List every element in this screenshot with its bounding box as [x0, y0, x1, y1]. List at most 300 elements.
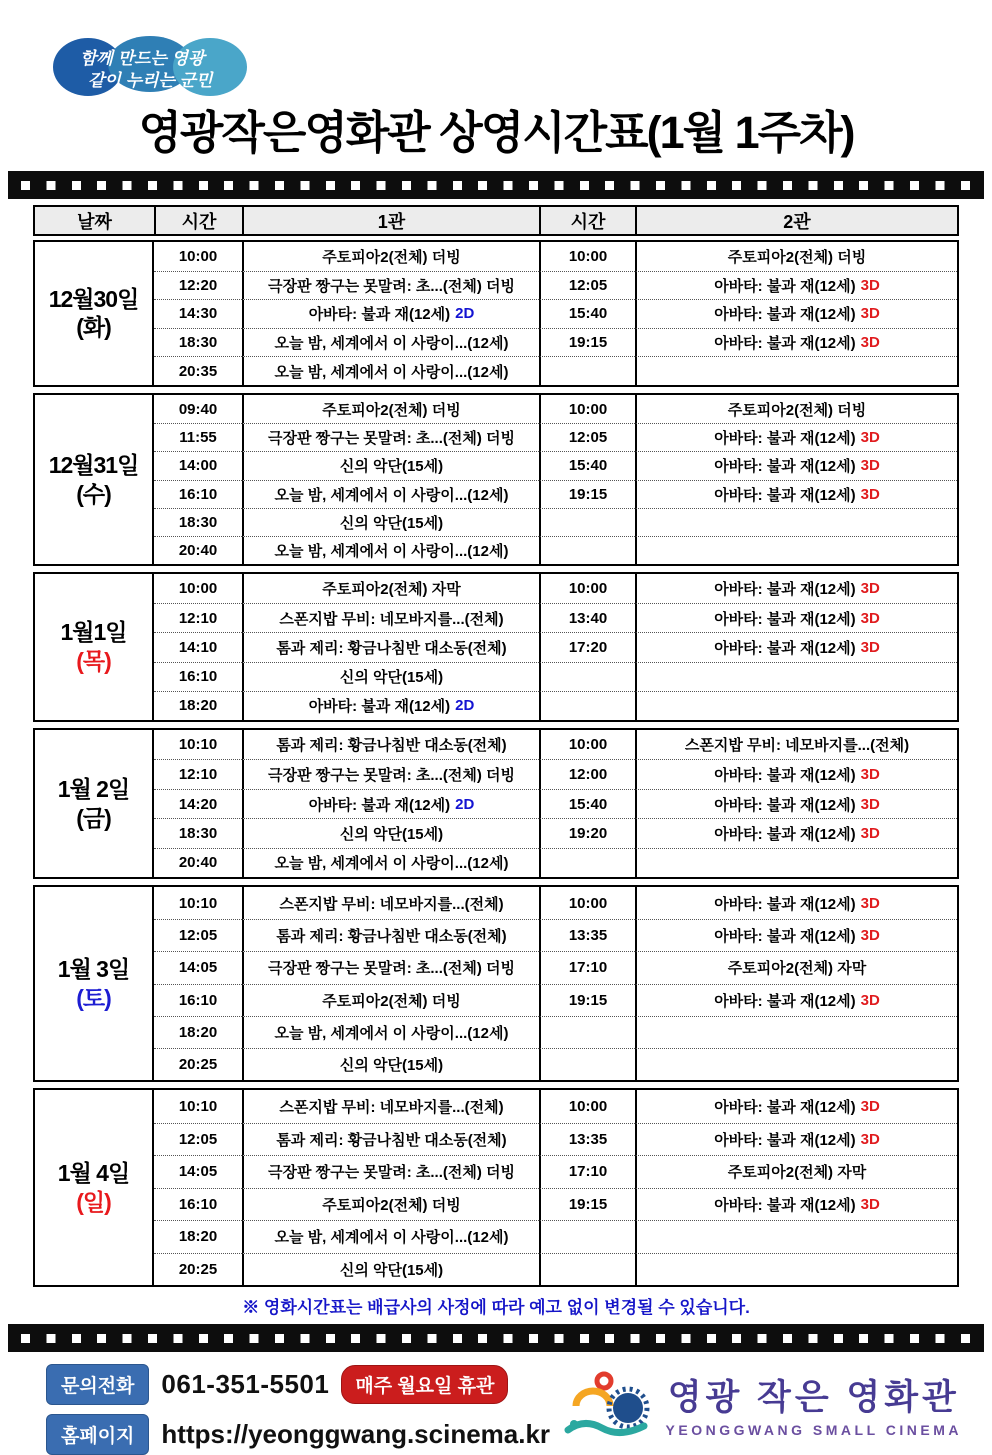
show-row: [154, 1188, 957, 1221]
weekday-text: (금): [76, 804, 111, 831]
date-text: 1월 4일: [57, 1159, 130, 1186]
slogan-line2: 같이 누리는 군민: [88, 71, 213, 90]
show-time: [539, 356, 635, 385]
show-title-cell: [635, 242, 957, 271]
show-title-cell: [242, 848, 539, 877]
date-text: 1월 2일: [57, 775, 130, 802]
homepage-row: [46, 1414, 550, 1455]
show-title: 톰과 제리: 황금나침반 대소동(전체): [276, 1131, 507, 1149]
show-row: [154, 242, 957, 271]
weekday-text: (일): [76, 1188, 111, 1215]
show-row: [154, 356, 957, 385]
show-time: 10:00: [539, 242, 635, 271]
show-title: 극장판 짱구는 못말려: 초...(전체) 더빙: [267, 767, 516, 785]
schedule-change-note: ※ 영화시간표는 배급사의 사정에 따라 예고 없이 변경될 수 있습니다.: [242, 1298, 750, 1318]
show-rows: [154, 574, 957, 720]
show-row: [154, 759, 957, 788]
show-title: 주토피아2(전체) 자막: [727, 1164, 867, 1182]
show-title-cell: [242, 395, 539, 423]
show-title-cell: [635, 299, 957, 328]
cinema-name-kr: 영광 작은 영화관: [667, 1378, 960, 1418]
show-title-cell: [635, 356, 957, 385]
show-time: 19:15: [539, 984, 635, 1016]
show-row: [154, 423, 957, 451]
show-time: 14:05: [154, 1155, 242, 1188]
show-title-cell: [635, 730, 957, 759]
table-header-row: [33, 205, 959, 236]
show-title: 아바타: 불과 재(12세): [714, 430, 856, 448]
show-title-cell: [635, 328, 957, 357]
show-rows: [154, 242, 957, 385]
show-title-cell: [242, 818, 539, 847]
show-row: [154, 818, 957, 847]
show-time: [539, 662, 635, 691]
show-row: [154, 662, 957, 691]
page-title: 영광작은영화관 상영시간표(1월 1주차): [138, 107, 854, 158]
show-time: 15:40: [539, 451, 635, 479]
show-row: [154, 789, 957, 818]
show-title: 오늘 밤, 세계에서 이 사랑이...(12세): [274, 543, 509, 560]
show-title: 오늘 밤, 세계에서 이 사랑이...(12세): [274, 363, 509, 381]
cinema-logo-icon: [564, 1368, 656, 1440]
show-rows: [154, 395, 957, 564]
show-title-cell: [635, 1220, 957, 1253]
weekday-text: (수): [76, 480, 111, 507]
show-title: 주토피아2(전체) 더빙: [322, 992, 461, 1010]
show-time: [539, 1016, 635, 1048]
header-screen-2: 2관: [635, 207, 957, 234]
show-title-cell: [242, 759, 539, 788]
show-time: 19:20: [539, 818, 635, 847]
show-title: 주토피아2(전체) 더빙: [727, 401, 867, 419]
show-title-cell: [242, 1048, 539, 1080]
show-title: 아바타: 불과 재(12세): [714, 610, 856, 628]
show-time: 10:10: [178, 736, 218, 754]
show-title: 아바타: 불과 재(12세): [714, 458, 856, 476]
show-title-cell: [635, 508, 957, 536]
header-time-2: 시간: [539, 207, 635, 234]
show-title: 극장판 짱구는 못말려: 초...(전체) 더빙: [267, 430, 516, 448]
show-title-cell: [635, 984, 957, 1016]
show-title-cell: [635, 1123, 957, 1156]
format-tag: 2D: [455, 697, 475, 715]
show-title: 스폰지밥 무비: 네모바지를...(전체): [279, 610, 504, 628]
show-title: 아바타: 불과 재(12세): [714, 486, 856, 504]
format-tag: 3D: [860, 580, 880, 598]
format-tag: 3D: [860, 1097, 880, 1115]
show-title: 극장판 짱구는 못말려: 초...(전체) 더빙: [267, 277, 516, 295]
show-title: 극장판 짱구는 못말려: 초...(전체) 더빙: [267, 1164, 516, 1182]
show-row: [154, 691, 957, 720]
show-title-cell: [635, 632, 957, 661]
show-time: 12:00: [539, 759, 635, 788]
show-time: 12:10: [154, 759, 242, 788]
header-time-1: 시간: [154, 207, 242, 234]
filmstrip-divider-bottom: [8, 1324, 984, 1352]
show-time: 14:10: [154, 632, 242, 661]
show-time: 12:05: [154, 919, 242, 951]
show-title-cell: [242, 691, 539, 720]
show-title-cell: [635, 848, 957, 877]
show-time: 13:40: [539, 603, 635, 632]
show-title-cell: [635, 1155, 957, 1188]
date-text: 1월 3일: [57, 955, 130, 982]
show-time: 09:40: [178, 400, 218, 418]
show-rows: [154, 730, 957, 877]
date-cell: [35, 574, 154, 720]
show-row: [154, 1155, 957, 1188]
show-title: 아바타: 불과 재(12세): [714, 928, 856, 946]
show-title: 아바타: 불과 재(12세): [714, 335, 856, 353]
show-title-cell: [242, 1220, 539, 1253]
show-title-cell: [242, 536, 539, 564]
day-blocks: [33, 240, 959, 1287]
show-time: 20:40: [154, 536, 242, 564]
show-title-cell: [635, 919, 957, 951]
show-row: [154, 730, 957, 759]
show-title-cell: [242, 1188, 539, 1221]
show-title-cell: [635, 1016, 957, 1048]
format-tag: 3D: [860, 457, 880, 475]
format-tag: 3D: [860, 1195, 880, 1213]
show-row: [154, 536, 957, 564]
show-time: 20:40: [154, 848, 242, 877]
format-tag: 3D: [860, 276, 880, 294]
show-row: [154, 1220, 957, 1253]
show-title-cell: [635, 691, 957, 720]
show-time: 18:30: [154, 328, 242, 357]
format-tag: 3D: [860, 991, 880, 1009]
show-rows: [154, 887, 957, 1080]
show-title: 아바타: 불과 재(12세): [308, 698, 451, 716]
show-row: [154, 951, 957, 983]
show-title-cell: [242, 887, 539, 919]
show-time: 16:10: [154, 480, 242, 508]
show-title-cell: [242, 730, 539, 759]
show-title: 아바타: 불과 재(12세): [714, 992, 856, 1010]
show-title: 주토피아2(전체) 더빙: [727, 248, 867, 266]
day-block: [33, 572, 959, 722]
show-time: 17:20: [539, 632, 635, 661]
show-row: [154, 451, 957, 479]
show-row: [154, 574, 957, 603]
show-title: 아바타: 불과 재(12세): [308, 796, 451, 814]
show-title: 주토피아2(전체) 더빙: [322, 1196, 461, 1214]
format-tag: 3D: [860, 795, 880, 813]
show-title-cell: [635, 1048, 957, 1080]
show-title: 오늘 밤, 세계에서 이 사랑이...(12세): [274, 1024, 509, 1042]
show-title-cell: [242, 1155, 539, 1188]
day-block: [33, 728, 959, 879]
show-time: 18:30: [154, 508, 242, 536]
show-title: 스폰지밥 무비: 네모바지를...(전체): [279, 895, 504, 913]
show-time: 10:00: [539, 887, 635, 919]
show-title: 아바타: 불과 재(12세): [714, 306, 856, 324]
day-block: [33, 1088, 959, 1287]
header-date: 날짜: [77, 211, 112, 232]
format-tag: 3D: [860, 824, 880, 842]
show-row: [154, 395, 957, 423]
show-title-cell: [242, 271, 539, 300]
show-time: 12:05: [539, 271, 635, 300]
show-time: 14:20: [154, 789, 242, 818]
show-row: [154, 508, 957, 536]
show-title-cell: [242, 480, 539, 508]
show-row: [154, 1048, 957, 1080]
show-time: [539, 691, 635, 720]
show-time: 18:20: [154, 1220, 242, 1253]
show-title-cell: [242, 632, 539, 661]
show-time: [539, 1253, 635, 1286]
blue-blobs-icon: [52, 34, 248, 100]
show-title-cell: [242, 356, 539, 385]
show-title-cell: [635, 603, 957, 632]
show-title: 아바타: 불과 재(12세): [714, 640, 856, 658]
show-time: 19:15: [539, 480, 635, 508]
format-tag: 3D: [860, 429, 880, 447]
show-title: 아바타: 불과 재(12세): [714, 825, 856, 843]
show-time: 10:10: [178, 894, 218, 912]
show-time: 19:15: [539, 1188, 635, 1221]
show-time: 12:05: [154, 1123, 242, 1156]
cinema-logo: [564, 1364, 962, 1440]
show-time: [539, 1048, 635, 1080]
show-title-cell: [635, 423, 957, 451]
show-title: 톰과 제리: 황금나침반 대소동(전체): [276, 928, 507, 946]
show-row: [154, 1016, 957, 1048]
show-time: [539, 1220, 635, 1253]
show-title: 극장판 짱구는 못말려: 초...(전체) 더빙: [267, 960, 516, 978]
phone-number: 061-351-5501: [161, 1369, 330, 1400]
format-tag: 3D: [860, 1130, 880, 1148]
show-time: 15:40: [539, 299, 635, 328]
show-row: [154, 328, 957, 357]
show-title-cell: [242, 1253, 539, 1286]
show-title-cell: [635, 789, 957, 818]
show-title: 아바타: 불과 재(12세): [714, 581, 856, 599]
show-title-cell: [242, 603, 539, 632]
show-time: 17:10: [539, 951, 635, 983]
show-title: 톰과 제리: 황금나침반 대소동(전체): [276, 737, 507, 755]
show-title: 신의 악단(15세): [339, 1057, 444, 1075]
format-tag: 3D: [860, 766, 880, 784]
show-title-cell: [635, 1090, 957, 1123]
show-time: 17:10: [539, 1155, 635, 1188]
show-time: 12:10: [154, 603, 242, 632]
show-time: 14:05: [154, 951, 242, 983]
show-time: 13:35: [539, 1123, 635, 1156]
show-title: 오늘 밤, 세계에서 이 사랑이...(12세): [274, 1229, 509, 1247]
show-row: [154, 1253, 957, 1286]
date-text: 12월30일: [48, 285, 139, 312]
show-title-cell: [635, 480, 957, 508]
show-row: [154, 984, 957, 1016]
show-time: 16:10: [154, 1188, 242, 1221]
day-block: [33, 885, 959, 1082]
show-title: 아바타: 불과 재(12세): [714, 1131, 856, 1149]
cinema-name: [666, 1370, 962, 1438]
show-title: 톰과 제리: 황금나침반 대소동(전체): [276, 640, 507, 658]
show-time: [539, 536, 635, 564]
show-time: [539, 848, 635, 877]
show-title-cell: [635, 271, 957, 300]
filmstrip-divider-top: [8, 171, 984, 199]
show-title-cell: [635, 451, 957, 479]
show-title-cell: [635, 818, 957, 847]
show-title-cell: [242, 951, 539, 983]
show-title: 스폰지밥 무비: 네모바지를...(전체): [279, 1098, 504, 1116]
show-row: [154, 480, 957, 508]
show-title-cell: [242, 451, 539, 479]
show-title-cell: [242, 423, 539, 451]
date-cell: [35, 730, 154, 877]
show-title-cell: [635, 1253, 957, 1286]
format-tag: 3D: [860, 894, 880, 912]
show-time: 10:00: [539, 395, 635, 423]
show-time: 10:00: [178, 580, 218, 598]
show-time: 20:25: [154, 1253, 242, 1286]
show-title-cell: [242, 1090, 539, 1123]
show-title-cell: [635, 759, 957, 788]
show-title: 아바타: 불과 재(12세): [714, 1196, 856, 1214]
show-row: [154, 271, 957, 300]
format-tag: 2D: [455, 305, 475, 323]
show-row: [154, 1123, 957, 1156]
show-row: [154, 848, 957, 877]
show-time: 10:00: [178, 247, 218, 265]
show-title-cell: [635, 574, 957, 603]
show-time: 14:30: [154, 299, 242, 328]
format-tag: 3D: [860, 485, 880, 503]
weekday-text: (토): [76, 984, 111, 1011]
contact-info: [46, 1364, 550, 1455]
homepage-url: https://yeonggwang.scinema.kr: [161, 1419, 551, 1450]
show-title-cell: [242, 508, 539, 536]
show-row: [154, 919, 957, 951]
show-title: 주토피아2(전체) 더빙: [322, 248, 461, 266]
show-title: 아바타: 불과 재(12세): [714, 895, 856, 913]
show-row: [154, 632, 957, 661]
show-time: 10:00: [539, 574, 635, 603]
show-row: [154, 299, 957, 328]
show-title-cell: [635, 662, 957, 691]
show-time: 15:40: [539, 789, 635, 818]
show-title-cell: [635, 951, 957, 983]
show-title: 신의 악단(15세): [339, 514, 444, 532]
show-time: 20:25: [154, 1048, 242, 1080]
show-title: 오늘 밤, 세계에서 이 사랑이...(12세): [274, 855, 509, 873]
phone-label-badge: 문의전화: [46, 1364, 149, 1405]
show-time: 10:00: [539, 1090, 635, 1123]
show-title-cell: [242, 574, 539, 603]
show-title: 아바타: 불과 재(12세): [714, 1098, 856, 1116]
show-title: 아바타: 불과 재(12세): [714, 767, 856, 785]
show-time: 18:20: [154, 1016, 242, 1048]
date-text: 12월31일: [48, 451, 139, 478]
show-time: 10:00: [539, 730, 635, 759]
day-block: [33, 240, 959, 387]
show-title-cell: [635, 887, 957, 919]
show-title-cell: [242, 789, 539, 818]
show-title-cell: [242, 984, 539, 1016]
show-row: [154, 887, 957, 919]
show-title-cell: [242, 242, 539, 271]
date-cell: [35, 1090, 154, 1285]
show-title-cell: [242, 1016, 539, 1048]
show-title: 아바타: 불과 재(12세): [714, 796, 856, 814]
format-tag: 3D: [860, 639, 880, 657]
show-title: 아바타: 불과 재(12세): [308, 306, 451, 324]
slogan-line1: 함께 만드는 영광: [80, 49, 205, 68]
show-time: 12:05: [539, 423, 635, 451]
show-title-cell: [635, 1188, 957, 1221]
show-time: 16:10: [154, 984, 242, 1016]
show-title-cell: [635, 536, 957, 564]
county-logo: [52, 34, 248, 100]
show-title: 아바타: 불과 재(12세): [714, 277, 856, 295]
closed-monday-badge: 매주 월요일 휴관: [341, 1365, 508, 1404]
show-title-cell: [242, 919, 539, 951]
show-title-cell: [242, 299, 539, 328]
header-screen-1: 1관: [242, 207, 539, 234]
show-title-cell: [242, 1123, 539, 1156]
date-cell: [35, 395, 154, 564]
weekday-text: (목): [76, 648, 111, 675]
homepage-label-badge: 홈페이지: [46, 1414, 149, 1455]
date-cell: [35, 887, 154, 1080]
show-time: 18:20: [154, 691, 242, 720]
show-rows: [154, 1090, 957, 1285]
date-cell: [35, 242, 154, 385]
phone-row: [46, 1364, 550, 1405]
schedule-table: [33, 205, 959, 1287]
show-time: 20:35: [154, 356, 242, 385]
show-time: 12:20: [154, 271, 242, 300]
show-title-cell: [635, 395, 957, 423]
show-time: 11:55: [154, 423, 242, 451]
show-time: 16:10: [154, 662, 242, 691]
show-title: 주토피아2(전체) 자막: [322, 581, 461, 599]
show-title-cell: [242, 662, 539, 691]
show-title: 신의 악단(15세): [339, 825, 444, 843]
show-time: [539, 508, 635, 536]
date-text: 1월1일: [60, 619, 127, 646]
show-title: 스폰지밥 무비: 네모바지를...(전체): [684, 737, 910, 755]
show-row: [154, 1090, 957, 1123]
show-row: [154, 603, 957, 632]
show-title: 신의 악단(15세): [339, 1261, 444, 1279]
show-time: 10:10: [178, 1097, 218, 1115]
format-tag: 3D: [860, 609, 880, 627]
format-tag: 3D: [860, 927, 880, 945]
day-block: [33, 393, 959, 566]
show-title-cell: [242, 328, 539, 357]
show-time: 18:30: [154, 818, 242, 847]
show-title: 오늘 밤, 세계에서 이 사랑이...(12세): [274, 486, 509, 504]
show-time: 19:15: [539, 328, 635, 357]
cinema-name-en: YEONGGWANG SMALL CINEMA: [665, 1422, 962, 1439]
footer-contact: [46, 1364, 962, 1455]
show-title: 신의 악단(15세): [339, 669, 444, 687]
show-title: 신의 악단(15세): [339, 458, 444, 476]
format-tag: 3D: [860, 334, 880, 352]
show-time: 14:00: [154, 451, 242, 479]
format-tag: 2D: [455, 795, 475, 813]
format-tag: 3D: [860, 305, 880, 323]
show-time: 13:35: [539, 919, 635, 951]
show-title: 주토피아2(전체) 자막: [727, 960, 867, 978]
show-title: 주토피아2(전체) 더빙: [322, 401, 461, 419]
